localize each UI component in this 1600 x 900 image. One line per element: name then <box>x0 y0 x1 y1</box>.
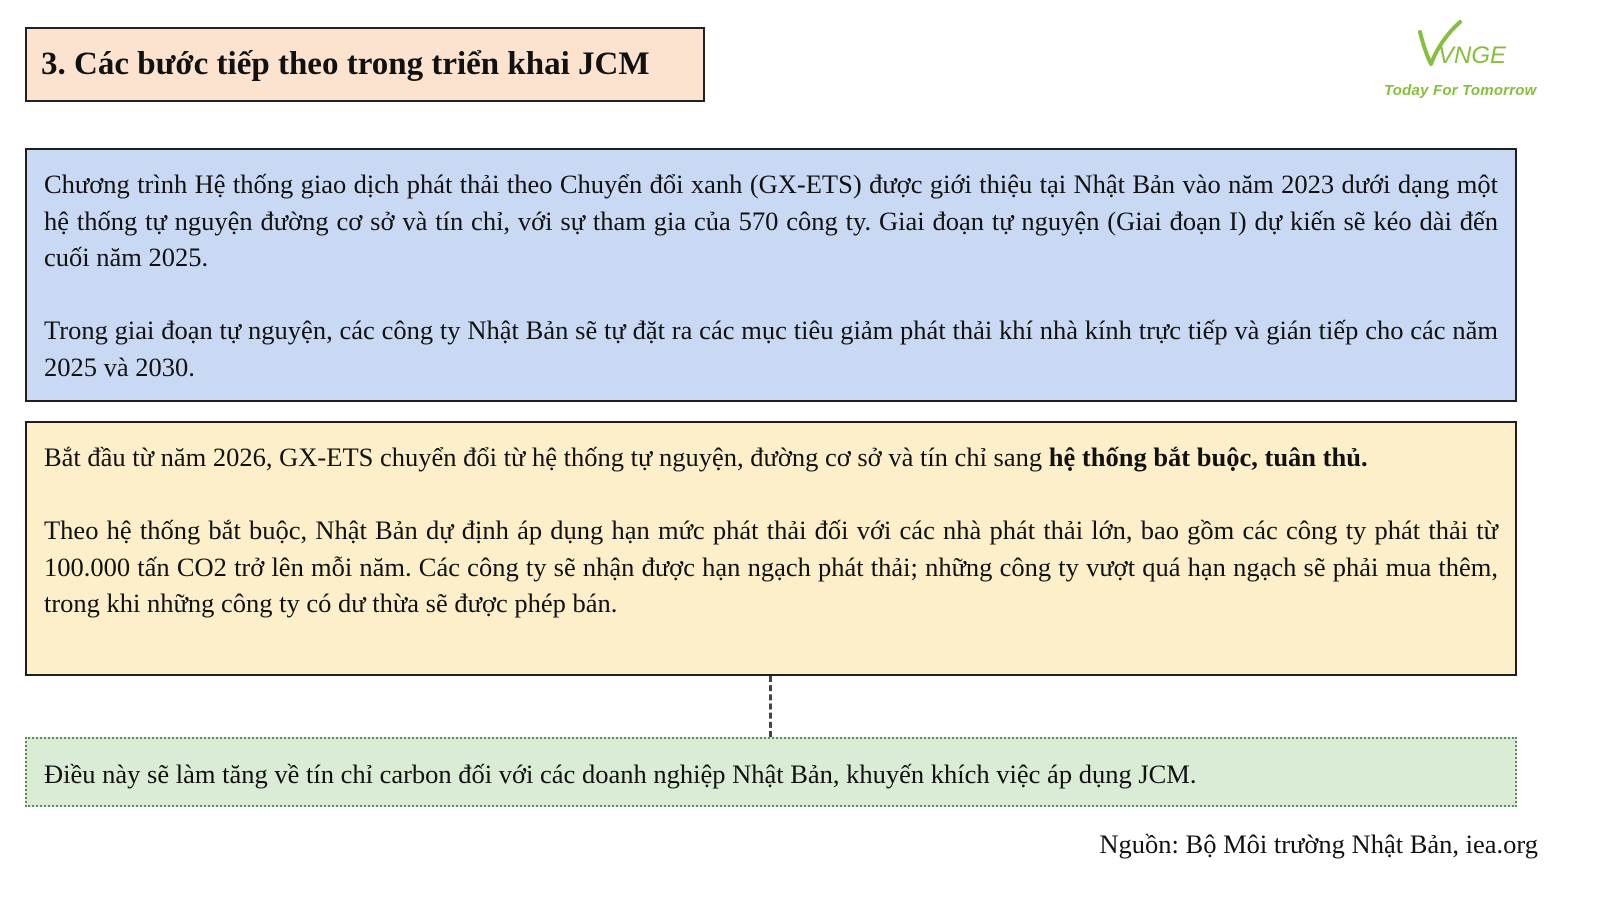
mandatory-system-panel <box>25 421 1517 676</box>
logo-tagline: Today For Tomorrow <box>1384 82 1537 99</box>
conclusion-text: Điều này sẽ làm tăng về tín chỉ carbon đối với các doanh nghiệp Nhật Bản, khuyến khích việc áp dụng JCM. <box>44 759 1197 789</box>
dashed-connector <box>769 676 772 737</box>
voluntary-phase-paragraph: Trong giai đoạn tự nguyện, các công ty Nhật Bản sẽ tự đặt ra các mục tiêu giảm phát thải khí nhà kính trực tiếp và gián tiếp cho các năm 2025 và 2030. <box>44 315 1498 382</box>
logo-letters: VNGE <box>1438 42 1507 69</box>
vnge-logo <box>1378 18 1550 108</box>
mandatory-intro-paragraph <box>44 439 1498 476</box>
emission-cap-paragraph: Theo hệ thống bắt buộc, Nhật Bản dự định áp dụng hạn mức phát thải đối với các nhà phát thải lớn, bao gồm các công ty phát thải từ 100.000 tấn CO2 trở lên mỗi năm. Các công ty sẽ nhận được hạn ngạch phát thải; những công ty vượt quá hạn ngạch sẽ phải mua thêm, trong khi những công ty có dư thừa sẽ được phép bán. <box>44 515 1498 618</box>
vnge-logo-mark <box>1416 18 1516 73</box>
gx-ets-intro-panel <box>25 148 1517 402</box>
source-citation: Nguồn: Bộ Môi trường Nhật Bản, iea.org <box>1099 829 1538 859</box>
conclusion-panel <box>25 737 1517 807</box>
title-box <box>25 27 705 102</box>
mandatory-intro-text: Bắt đầu từ năm 2026, GX-ETS chuyển đổi từ hệ thống tự nguyện, đường cơ sở và tín chỉ sang <box>44 442 1049 472</box>
mandatory-highlight: hệ thống bắt buộc, tuân thủ. <box>1048 442 1368 472</box>
page-title: 3. Các bước tiếp theo trong triển khai JCM <box>41 46 650 82</box>
intro-paragraph: Chương trình Hệ thống giao dịch phát thải theo Chuyển đổi xanh (GX-ETS) được giới thiệu tại Nhật Bản vào năm 2023 dưới dạng một hệ thống tự nguyện đường cơ sở và tín chỉ, với sự tham gia của 570 công ty. Giai đoạn tự nguyện (Giai đoạn I) dự kiến sẽ kéo dài đến cuối năm 2025. <box>44 169 1498 272</box>
